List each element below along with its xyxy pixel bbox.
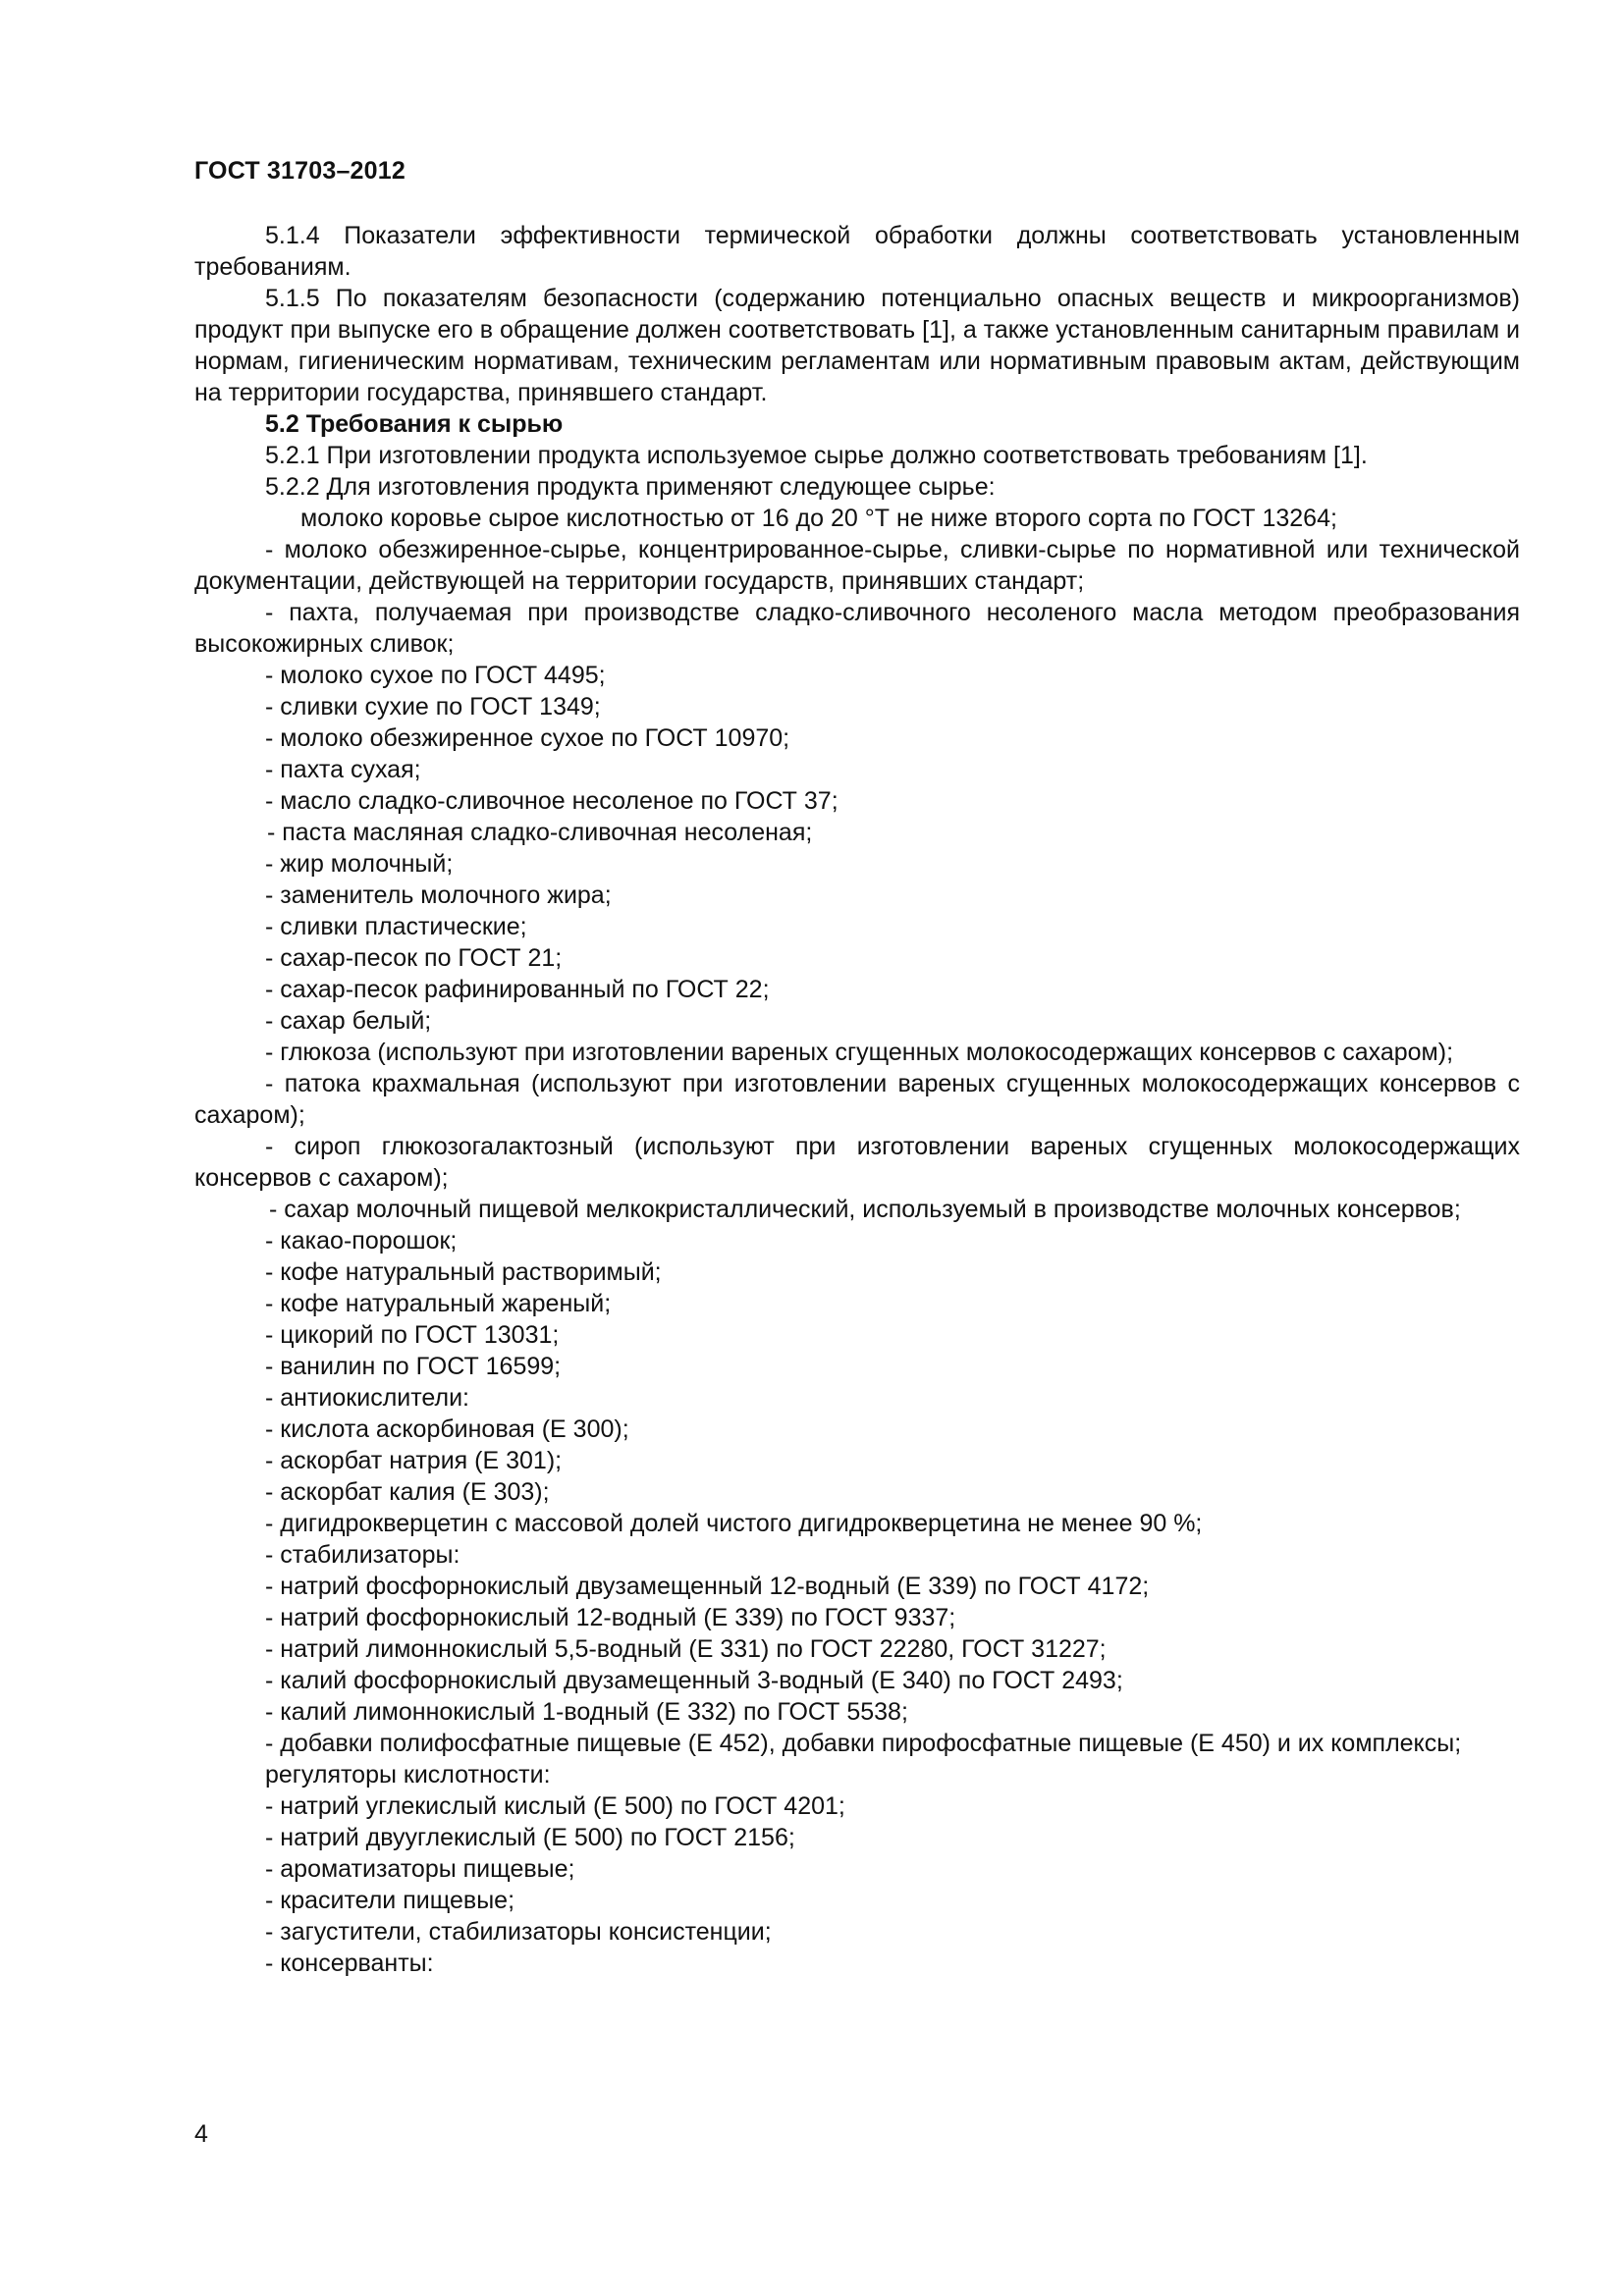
paragraph-5-1-5: 5.1.5 По показателям безопасности (содержанию потенциально опасных веществ и микроорганизмов) продукт при выпуске его в обращение должен соответствовать [1], а также установленным санитарным правилам и нормам, гигиеническим нормативам, техническим регламентам или нормативным правовым актам, действующим на территории государства, принявшего стандарт. bbox=[194, 285, 1520, 406]
list-item: - сироп глюкозогалактозный (используют при изготовлении вареных сгущенных молокосодержащих консервов с сахаром); bbox=[194, 1133, 1520, 1192]
list-item: молоко коровье сырое кислотностью от 16 до 20 °Т не ниже второго сорта по ГОСТ 13264; bbox=[300, 505, 1337, 532]
list-item: - сахар белый; bbox=[265, 1007, 432, 1035]
list-item: - какао-порошок; bbox=[265, 1227, 458, 1255]
list-item: - кофе натуральный жареный; bbox=[265, 1290, 612, 1317]
list-item: - стабилизаторы: bbox=[265, 1541, 460, 1569]
page-number: 4 bbox=[194, 2120, 208, 2148]
list-item: - заменитель молочного жира; bbox=[265, 881, 612, 909]
list-item: - сливки пластические; bbox=[265, 913, 527, 940]
list-item: - калий лимоннокислый 1-водный (Е 332) по ГОСТ 5538; bbox=[265, 1698, 908, 1726]
list-item: - сливки сухие по ГОСТ 1349; bbox=[265, 693, 601, 721]
list-item: - натрий фосфорнокислый 12-водный (Е 339) по ГОСТ 9337; bbox=[265, 1604, 956, 1631]
list-item: - паста масляная сладко-сливочная несоленая; bbox=[267, 819, 813, 846]
list-item: - кислота аскорбиновая (Е 300); bbox=[265, 1415, 629, 1443]
list-item: - натрий углекислый кислый (Е 500) по ГОСТ 4201; bbox=[265, 1792, 845, 1820]
list-item: - аскорбат натрия (Е 301); bbox=[265, 1447, 563, 1474]
list-item: - глюкоза (используют при изготовлении вареных сгущенных молокосодержащих консервов с сахаром); bbox=[265, 1039, 1454, 1066]
list-item: - добавки полифосфатные пищевые (Е 452), добавки пирофосфатные пищевые (Е 450) и их комплексы; bbox=[265, 1730, 1462, 1757]
list-item: - аскорбат калия (Е 303); bbox=[265, 1478, 550, 1506]
list-item: - масло сладко-сливочное несоленое по ГОСТ 37; bbox=[265, 787, 839, 815]
list-item: - ароматизаторы пищевые; bbox=[265, 1855, 575, 1883]
list-item: регуляторы кислотности: bbox=[265, 1761, 551, 1789]
list-item: - молоко обезжиренное-сырье, концентрированное-сырье, сливки-сырье по нормативной или технической документации, действующей на территории государств, принявших стандарт; bbox=[194, 536, 1520, 595]
list-item: - патока крахмальная (используют при изготовлении вареных сгущенных молокосодержащих консервов с сахаром); bbox=[194, 1070, 1520, 1129]
list-item: - натрий двууглекислый (Е 500) по ГОСТ 2156; bbox=[265, 1824, 795, 1851]
paragraph-5-2-1: 5.2.1 При изготовлении продукта используемое сырье должно соответствовать требованиям [1]. bbox=[265, 442, 1368, 469]
list-item: - антиокислители: bbox=[265, 1384, 469, 1412]
list-item: - дигидрокверцетин с массовой долей чистого дигидрокверцетина не менее 90 %; bbox=[265, 1510, 1203, 1537]
list-item: - загустители, стабилизаторы консистенции; bbox=[265, 1918, 772, 1946]
list-item: - цикорий по ГОСТ 13031; bbox=[265, 1321, 560, 1349]
list-item: - сахар молочный пищевой мелкокристаллический, используемый в производстве молочных консервов; bbox=[269, 1196, 1461, 1223]
list-item: - натрий фосфорнокислый двузамещенный 12-водный (Е 339) по ГОСТ 4172; bbox=[265, 1573, 1150, 1600]
paragraph-5-1-4: 5.1.4 Показатели эффективности термической обработки должны соответствовать установленным требованиям. bbox=[194, 222, 1520, 281]
list-item: - калий фосфорнокислый двузамещенный 3-водный (Е 340) по ГОСТ 2493; bbox=[265, 1667, 1123, 1694]
list-item: - натрий лимоннокислый 5,5-водный (Е 331) по ГОСТ 22280, ГОСТ 31227; bbox=[265, 1635, 1107, 1663]
list-item: - кофе натуральный растворимый; bbox=[265, 1258, 662, 1286]
document-header: ГОСТ 31703–2012 bbox=[194, 157, 406, 185]
section-heading-5-2: 5.2 Требования к сырью bbox=[265, 410, 564, 438]
paragraph-5-2-2: 5.2.2 Для изготовления продукта применяют следующее сырье: bbox=[265, 473, 996, 501]
list-item: - сахар-песок рафинированный по ГОСТ 22; bbox=[265, 976, 770, 1003]
list-item: - консерванты: bbox=[265, 1949, 434, 1977]
list-item: - жир молочный; bbox=[265, 850, 454, 878]
document-body bbox=[194, 220, 1520, 1979]
list-item: - пахта сухая; bbox=[265, 756, 421, 783]
list-item: - молоко сухое по ГОСТ 4495; bbox=[265, 662, 606, 689]
list-item: - молоко обезжиренное сухое по ГОСТ 10970; bbox=[265, 724, 790, 752]
list-item: - сахар-песок по ГОСТ 21; bbox=[265, 944, 563, 972]
list-item: - пахта, получаемая при производстве сладко-сливочного несоленого масла методом преобразования высокожирных сливок; bbox=[194, 599, 1520, 658]
list-item: - красители пищевые; bbox=[265, 1887, 515, 1914]
list-item: - ванилин по ГОСТ 16599; bbox=[265, 1353, 562, 1380]
